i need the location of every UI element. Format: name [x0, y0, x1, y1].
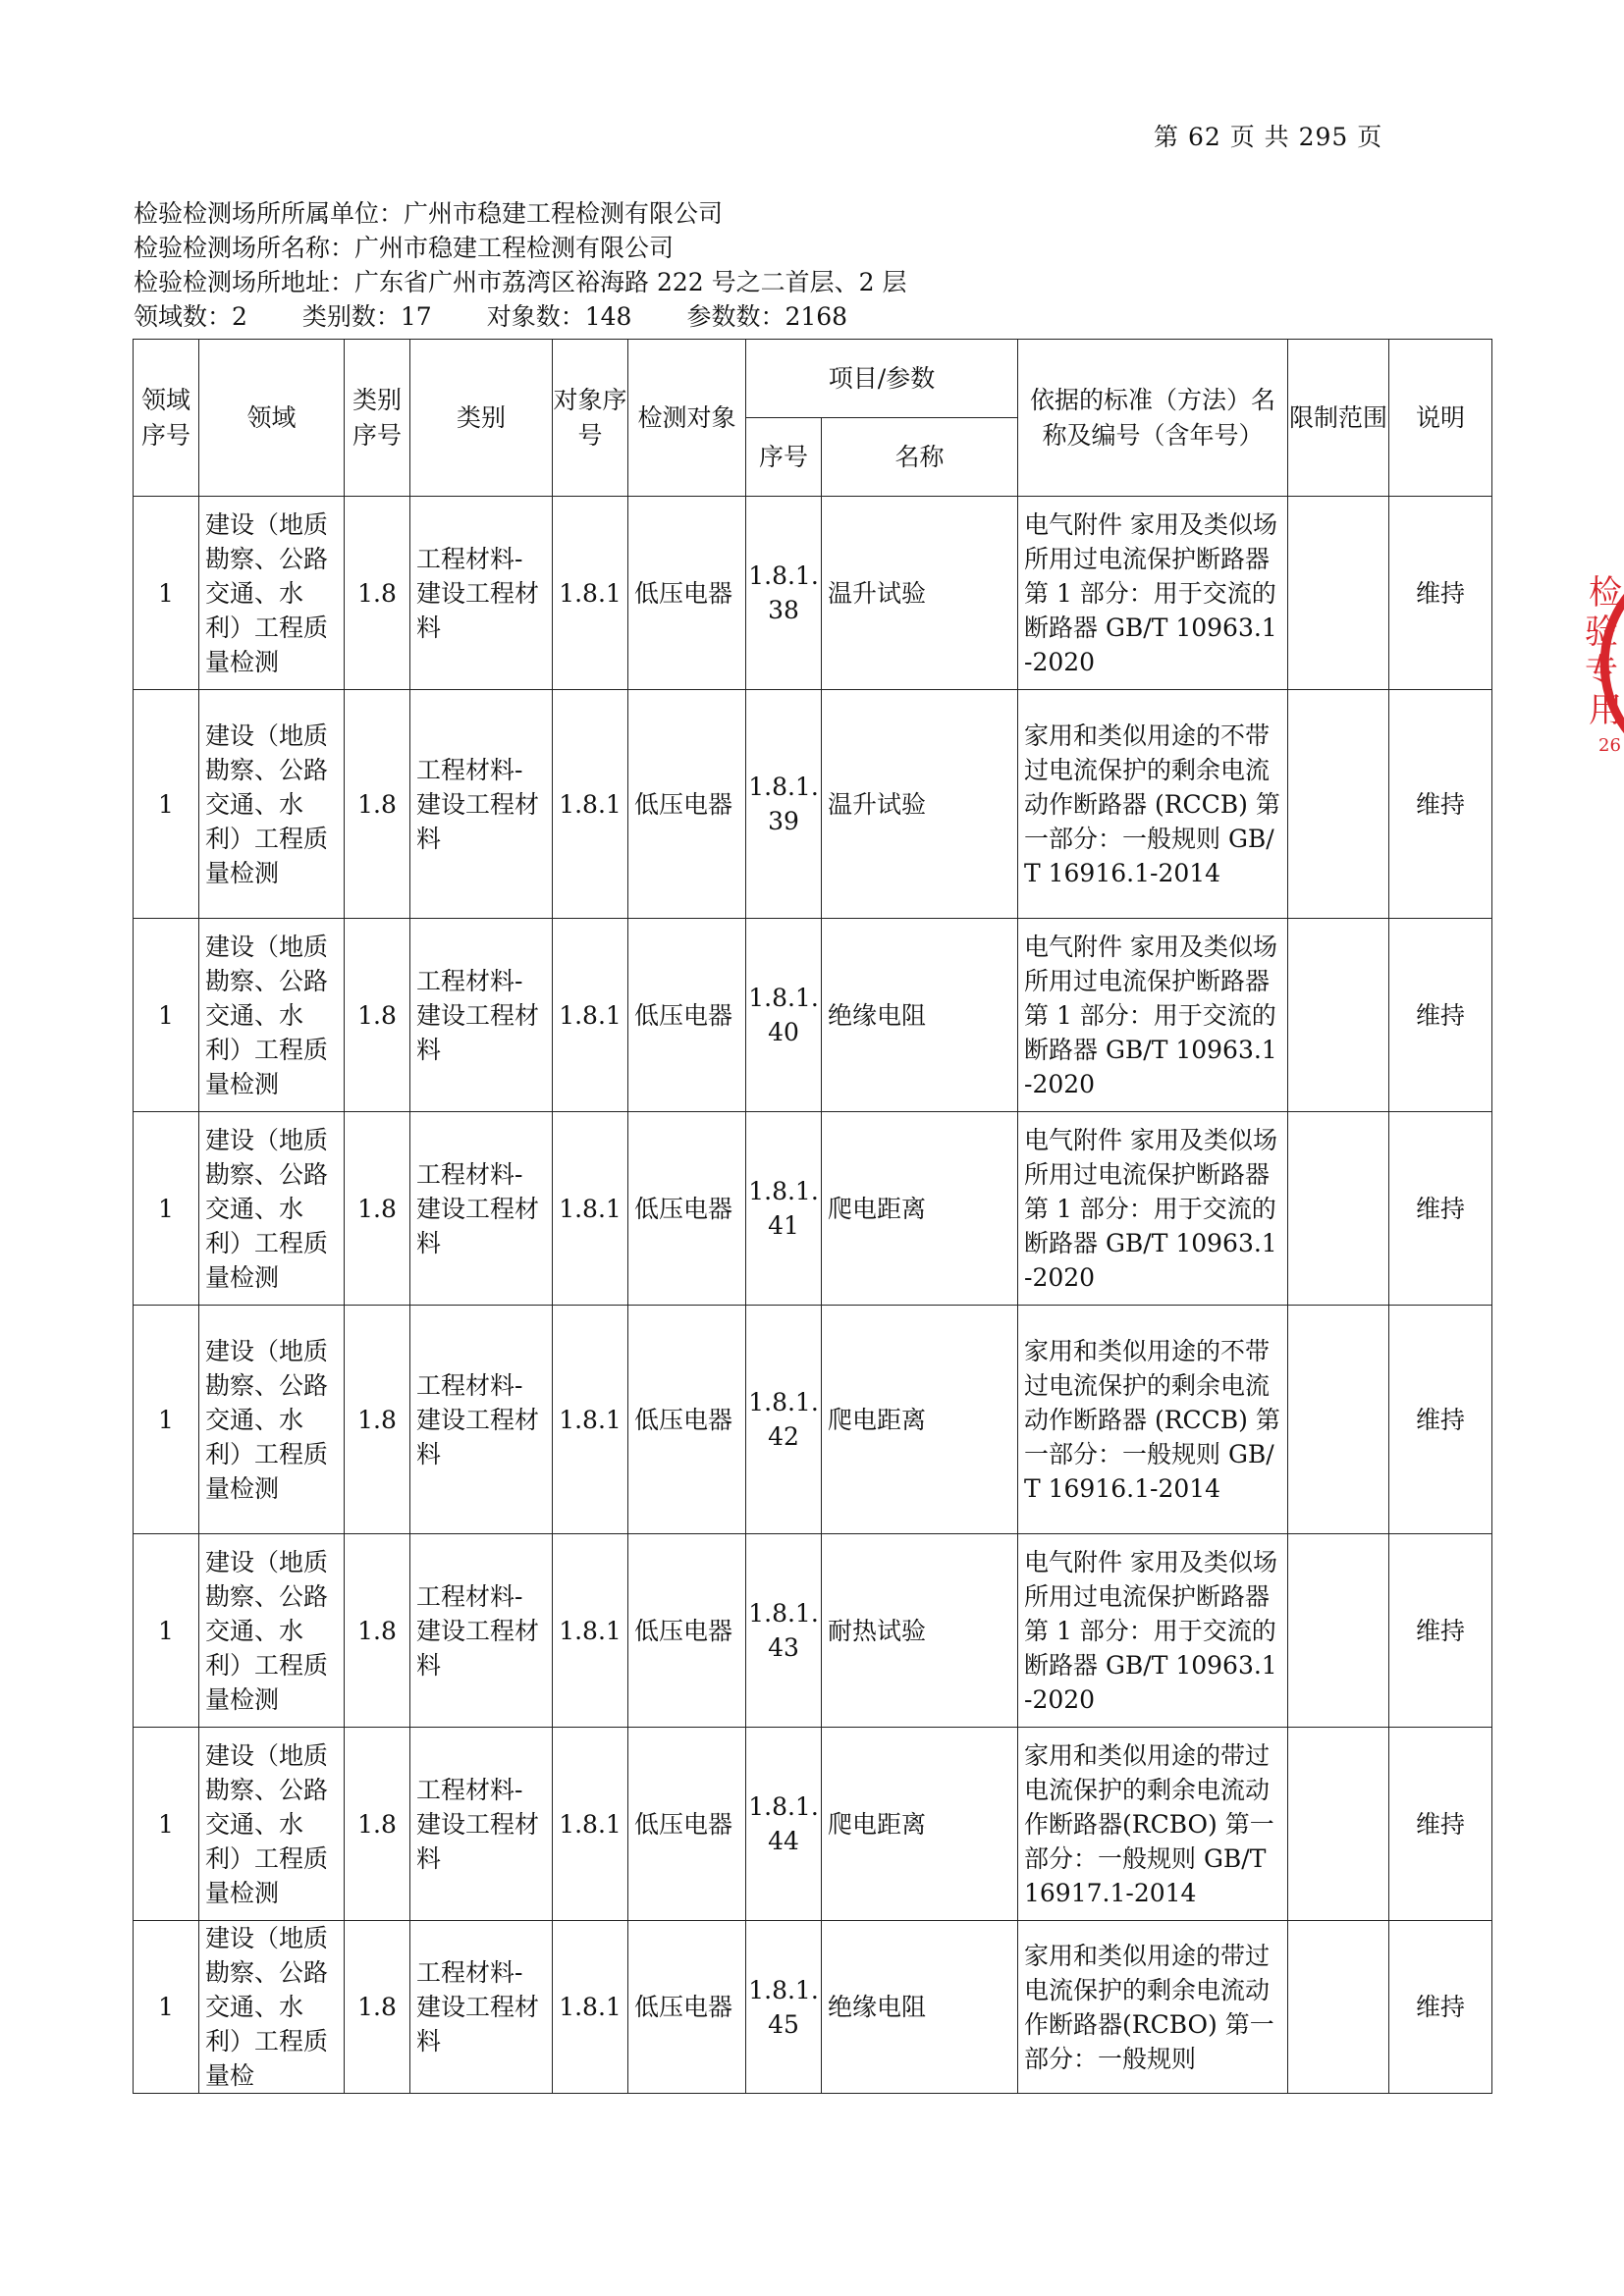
seal-number: 26	[1598, 735, 1621, 756]
item-no-cell: 1.8.1.42	[746, 1306, 822, 1534]
category-no-cell: 1.8	[345, 1534, 410, 1728]
object-cell: 低压电器	[628, 1112, 746, 1306]
domain-count: 领域数：2	[134, 302, 247, 331]
param-count: 参数数：2168	[686, 302, 848, 331]
header-name-line	[134, 231, 906, 265]
table-row	[134, 1534, 1492, 1728]
domain-cell: 建设（地质勘察、公路交通、水利）工程质量检测	[199, 1534, 345, 1728]
note-cell: 维持	[1389, 1306, 1492, 1534]
header-counts-line	[134, 299, 906, 334]
item-name-cell: 温升试验	[822, 690, 1018, 919]
domain-no-cell: 1	[134, 497, 199, 690]
object-no-cell: 1.8.1	[553, 690, 628, 919]
item-name-cell: 爬电距离	[822, 1112, 1018, 1306]
header-category-no: 类别序号	[345, 340, 410, 497]
address-label: 检验检测场所地址：	[134, 268, 355, 296]
domain-cell: 建设（地质勘察、公路交通、水利）工程质量检测	[199, 919, 345, 1112]
header-object-no: 对象序号	[553, 340, 628, 497]
item-no-cell: 1.8.1.41	[746, 1112, 822, 1306]
note-cell: 维持	[1389, 1728, 1492, 1921]
category-cell: 工程材料-建设工程材料	[410, 1921, 553, 2094]
limit-cell	[1288, 1728, 1389, 1921]
unit-value: 广州市稳建工程检测有限公司	[404, 199, 724, 228]
category-no-cell: 1.8	[345, 690, 410, 919]
seal-char-3: 专	[1585, 652, 1618, 691]
seal-stamp	[1569, 550, 1624, 775]
standard-cell: 家用和类似用途的带过电流保护的剩余电流动作断路器(RCBO) 第一部分：一般规则 GB/T 16917.1-2014	[1018, 1728, 1288, 1921]
category-no-cell: 1.8	[345, 919, 410, 1112]
category-no-cell: 1.8	[345, 1112, 410, 1306]
standard-cell: 电气附件 家用及类似场所用过电流保护断路器 第 1 部分：用于交流的断路器 GB/T 10963.1-2020	[1018, 1112, 1288, 1306]
item-name-cell: 绝缘电阻	[822, 919, 1018, 1112]
note-cell: 维持	[1389, 690, 1492, 919]
domain-no-cell: 1	[134, 1112, 199, 1306]
item-name-cell: 绝缘电阻	[822, 1921, 1018, 2094]
category-cell: 工程材料-建设工程材料	[410, 1306, 553, 1534]
domain-no-cell: 1	[134, 1728, 199, 1921]
note-cell: 维持	[1389, 919, 1492, 1112]
object-no-cell: 1.8.1	[553, 1921, 628, 2094]
domain-cell: 建设（地质勘察、公路交通、水利）工程质量检测	[199, 1728, 345, 1921]
item-no-cell: 1.8.1.39	[746, 690, 822, 919]
object-no-cell: 1.8.1	[553, 1306, 628, 1534]
domain-no-cell: 1	[134, 1306, 199, 1534]
item-name-cell: 爬电距离	[822, 1306, 1018, 1534]
object-cell: 低压电器	[628, 497, 746, 690]
category-no-cell: 1.8	[345, 497, 410, 690]
domain-cell: 建设（地质勘察、公路交通、水利）工程质量检测	[199, 497, 345, 690]
standard-cell: 电气附件 家用及类似场所用过电流保护断路器 第 1 部分：用于交流的断路器 GB/T 10963.1-2020	[1018, 919, 1288, 1112]
name-value: 广州市稳建工程检测有限公司	[354, 234, 675, 262]
object-no-cell: 1.8.1	[553, 1534, 628, 1728]
standard-cell: 电气附件 家用及类似场所用过电流保护断路器 第 1 部分：用于交流的断路器 GB/T 10963.1-2020	[1018, 497, 1288, 690]
standard-cell: 家用和类似用途的带过电流保护的剩余电流动作断路器(RCBO) 第一部分：一般规则	[1018, 1921, 1288, 2094]
seal-char-4: 用	[1589, 691, 1622, 730]
object-no-cell: 1.8.1	[553, 919, 628, 1112]
object-cell: 低压电器	[628, 690, 746, 919]
seal-char-2: 验	[1585, 613, 1618, 652]
header-note: 说明	[1389, 340, 1492, 497]
header-domain: 领域	[199, 340, 345, 497]
header-item-name: 名称	[822, 418, 1018, 497]
object-cell: 低压电器	[628, 1728, 746, 1921]
category-no-cell: 1.8	[345, 1921, 410, 2094]
header-object: 检测对象	[628, 340, 746, 497]
table-row	[134, 1112, 1492, 1306]
object-no-cell: 1.8.1	[553, 497, 628, 690]
header-unit-line	[134, 196, 906, 231]
note-cell: 维持	[1389, 1534, 1492, 1728]
table-row	[134, 497, 1492, 690]
object-cell: 低压电器	[628, 1534, 746, 1728]
table-row	[134, 919, 1492, 1112]
item-no-cell: 1.8.1.45	[746, 1921, 822, 2094]
header-limit: 限制范围	[1288, 340, 1389, 497]
address-value: 广东省广州市荔湾区裕海路 222 号之二首层、2 层	[354, 268, 907, 296]
limit-cell	[1288, 1306, 1389, 1534]
table-row	[134, 1728, 1492, 1921]
header-domain-no: 领域序号	[134, 340, 199, 497]
item-no-cell: 1.8.1.44	[746, 1728, 822, 1921]
limit-cell	[1288, 1921, 1389, 2094]
header-address-line	[134, 265, 906, 299]
category-cell: 工程材料-建设工程材料	[410, 1534, 553, 1728]
header-item-param: 项目/参数	[746, 340, 1018, 418]
object-no-cell: 1.8.1	[553, 1728, 628, 1921]
standard-cell: 家用和类似用途的不带过电流保护的剩余电流动作断路器 (RCCB) 第一部分：一般规则 GB/T 16916.1-2014	[1018, 1306, 1288, 1534]
limit-cell	[1288, 1112, 1389, 1306]
category-no-cell: 1.8	[345, 1306, 410, 1534]
table-row	[134, 690, 1492, 919]
object-cell: 低压电器	[628, 1306, 746, 1534]
standard-cell: 电气附件 家用及类似场所用过电流保护断路器 第 1 部分：用于交流的断路器 GB/T 10963.1-2020	[1018, 1534, 1288, 1728]
note-cell: 维持	[1389, 1921, 1492, 2094]
domain-no-cell: 1	[134, 690, 199, 919]
domain-cell: 建设（地质勘察、公路交通、水利）工程质量检测	[199, 1112, 345, 1306]
category-cell: 工程材料-建设工程材料	[410, 1112, 553, 1306]
category-cell: 工程材料-建设工程材料	[410, 1728, 553, 1921]
category-cell: 工程材料-建设工程材料	[410, 919, 553, 1112]
category-count: 类别数：17	[301, 302, 432, 331]
name-label: 检验检测场所名称：	[134, 234, 355, 262]
header-category: 类别	[410, 340, 553, 497]
category-cell: 工程材料-建设工程材料	[410, 497, 553, 690]
domain-no-cell: 1	[134, 919, 199, 1112]
category-no-cell: 1.8	[345, 1728, 410, 1921]
domain-no-cell: 1	[134, 1921, 199, 2094]
domain-cell: 建设（地质勘察、公路交通、水利）工程质量检	[199, 1921, 345, 2094]
category-cell: 工程材料-建设工程材料	[410, 690, 553, 919]
page-number: 第 62 页 共 295 页	[1154, 123, 1383, 151]
limit-cell	[1288, 1534, 1389, 1728]
seal-char-1: 检	[1589, 573, 1622, 613]
limit-cell	[1288, 919, 1389, 1112]
header-item-no: 序号	[746, 418, 822, 497]
item-no-cell: 1.8.1.43	[746, 1534, 822, 1728]
note-cell: 维持	[1389, 1112, 1492, 1306]
unit-label: 检验检测场所所属单位：	[134, 199, 405, 228]
object-cell: 低压电器	[628, 1921, 746, 2094]
item-name-cell: 温升试验	[822, 497, 1018, 690]
item-name-cell: 爬电距离	[822, 1728, 1018, 1921]
table-row	[134, 1306, 1492, 1534]
scope-table	[133, 339, 1492, 2094]
object-count: 对象数：148	[486, 302, 632, 331]
item-no-cell: 1.8.1.38	[746, 497, 822, 690]
object-no-cell: 1.8.1	[553, 1112, 628, 1306]
object-cell: 低压电器	[628, 919, 746, 1112]
table-row	[134, 1921, 1492, 2094]
domain-cell: 建设（地质勘察、公路交通、水利）工程质量检测	[199, 690, 345, 919]
standard-cell: 家用和类似用途的不带过电流保护的剩余电流动作断路器 (RCCB) 第一部分：一般规则 GB/T 16916.1-2014	[1018, 690, 1288, 919]
limit-cell	[1288, 497, 1389, 690]
domain-no-cell: 1	[134, 1534, 199, 1728]
item-no-cell: 1.8.1.40	[746, 919, 822, 1112]
item-name-cell: 耐热试验	[822, 1534, 1018, 1728]
document-header	[134, 196, 906, 334]
domain-cell: 建设（地质勘察、公路交通、水利）工程质量检测	[199, 1306, 345, 1534]
limit-cell	[1288, 690, 1389, 919]
note-cell: 维持	[1389, 497, 1492, 690]
header-standard: 依据的标准（方法）名称及编号（含年号）	[1018, 340, 1288, 497]
